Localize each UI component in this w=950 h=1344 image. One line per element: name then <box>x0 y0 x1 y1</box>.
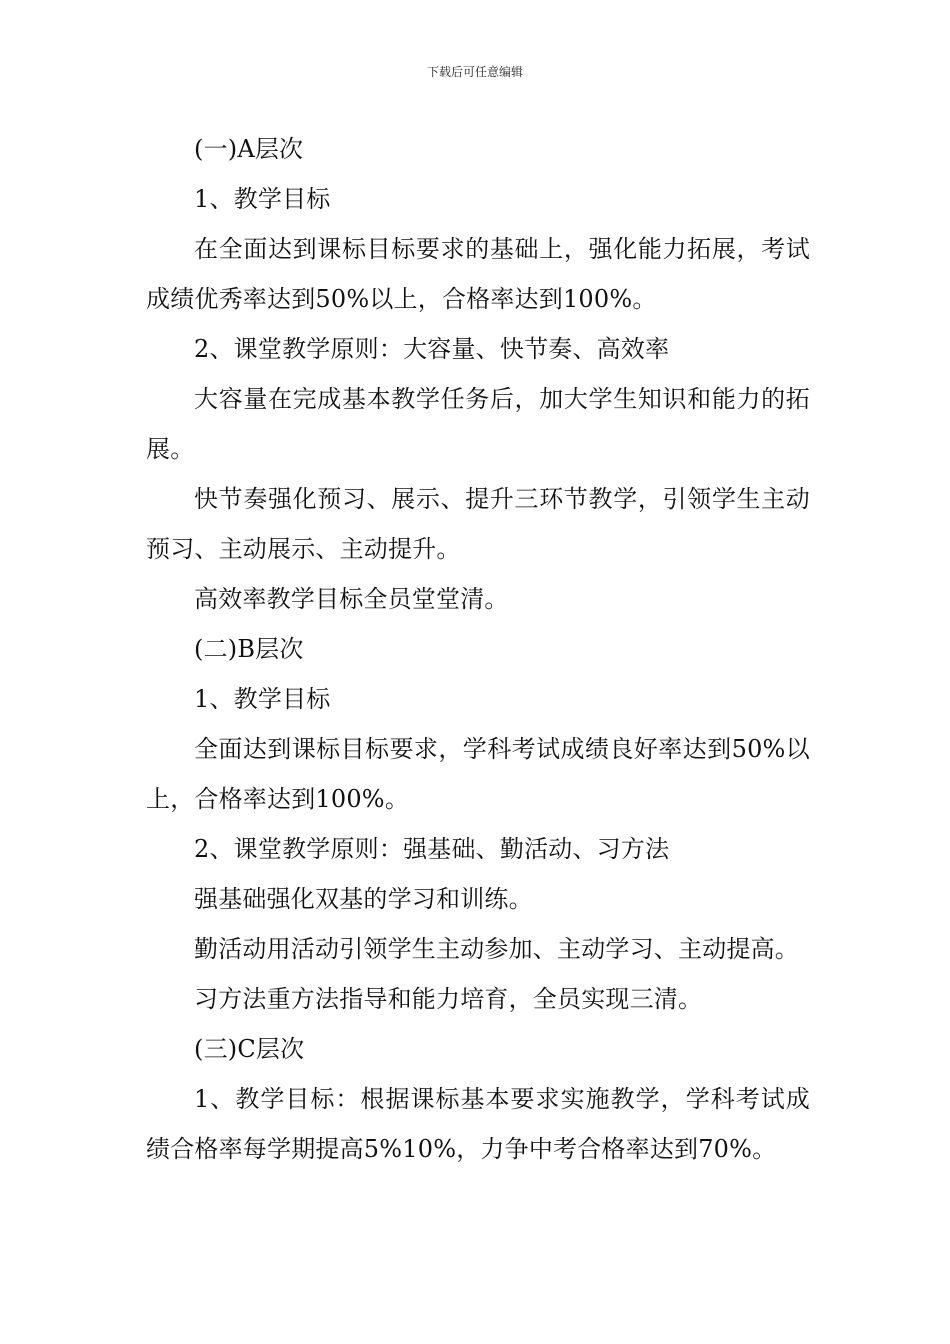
subheading-teaching-goal-b: 1、教学目标 <box>194 685 331 713</box>
subheading-teaching-goal-a: 1、教学目标 <box>194 185 331 213</box>
paragraph-goal-c: 1、教学目标：根据课标基本要求实施教学，学科考试成绩合格率每学期提高5%10%，力争中考合格率达到70%。 <box>146 1085 810 1163</box>
section-heading-b: (二)B层次 <box>194 635 304 663</box>
paragraph-learning-method: 习方法重方法指导和能力培育，全员实现三清。 <box>194 985 703 1013</box>
document-body <box>146 124 810 1174</box>
subheading-principle-b: 2、课堂教学原则：强基础、勤活动、习方法 <box>194 835 670 863</box>
paragraph-diligent-activity: 勤活动用活动引领学生主动参加、主动学习、主动提高。 <box>194 935 799 963</box>
paragraph-goal-a: 在全面达到课标目标要求的基础上，强化能力拓展，考试成绩优秀率达到50%以上，合格率达到100%。 <box>146 235 810 313</box>
paragraph-strong-foundation: 强基础强化双基的学习和训练。 <box>194 885 533 913</box>
section-heading-c: (三)C层次 <box>194 1035 305 1063</box>
paragraph-goal-b: 全面达到课标目标要求，学科考试成绩良好率达到50%以上，合格率达到100%。 <box>146 735 810 813</box>
page-header: 下载后可任意编辑 <box>426 65 523 79</box>
section-heading-a: (一)A层次 <box>194 135 304 163</box>
paragraph-fast-pace: 快节奏强化预习、展示、提升三环节教学，引领学生主动预习、主动展示、主动提升。 <box>146 485 810 563</box>
subheading-principle-a: 2、课堂教学原则：大容量、快节奏、高效率 <box>194 335 670 363</box>
paragraph-high-efficiency: 高效率教学目标全员堂堂清。 <box>194 585 509 613</box>
paragraph-large-capacity: 大容量在完成基本教学任务后，加大学生知识和能力的拓展。 <box>146 385 810 463</box>
